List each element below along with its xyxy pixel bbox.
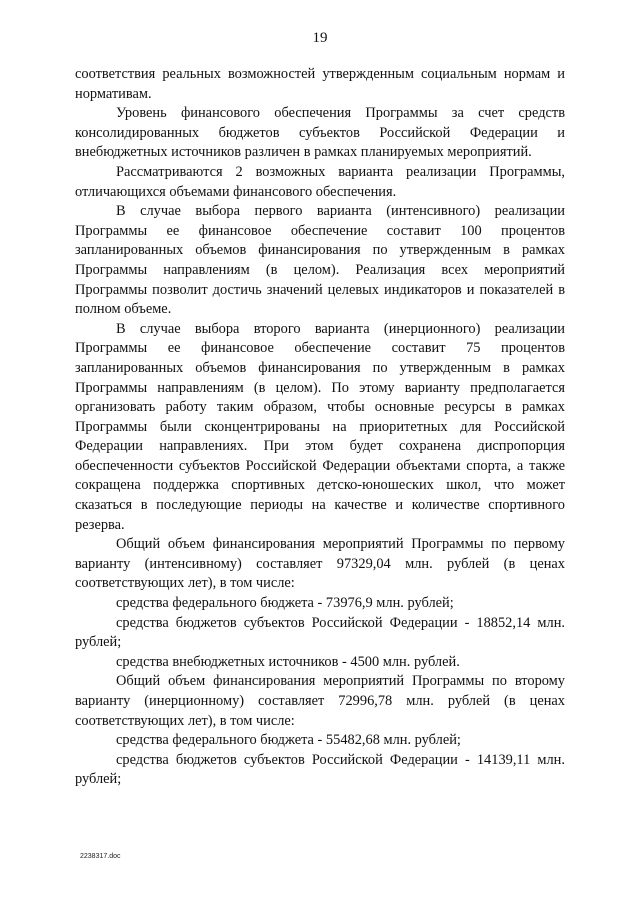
paragraph-1: соответствия реальных возможностей утвержденным социальным нормам и нормативам. <box>75 66 565 102</box>
page-number: 19 <box>312 30 328 46</box>
paragraph-11: средства федерального бюджета - 55482,68 млн. рублей; <box>116 732 461 749</box>
paragraph-10: Общий объем финансирования мероприятий Программы по второму варианту (инерционному) составляет 72996,78 млн. рублей (в ценах соответствующих лет), в том числе: <box>75 673 565 729</box>
footer-filename: 2238317.doc <box>80 853 121 860</box>
paragraph-12: средства бюджетов субъектов Российской Федерации - 14139,11 млн. рублей; <box>75 751 565 788</box>
paragraph-8: средства бюджетов субъектов Российской Федерации - 18852,14 млн. рублей; <box>75 614 565 651</box>
document-body <box>75 65 565 790</box>
paragraph-5: В случае выбора второго варианта (инерционного) реализации Программы ее финансовое обеспечение составит 75 процентов запланированных объемов финансирования по утвержденным в рамках Программы направлениям (в целом). По этому варианту предполагается организовать работу таким образом, чтобы основные ресурсы в рамках Программы были сконцентрированы на приоритетных для Российской Федерации направлениях. При этом будет сохранена диспропорция обеспеченности субъектов Российской Федерации объектами спорта, а также сокращена поддержка спортивных детско-юношеских школ, что может сказаться в последующие периоды на качестве и количестве спортивного резерва. <box>75 320 565 533</box>
paragraph-2: Уровень финансового обеспечения Программы за счет средств консолидированных бюджетов субъектов Российской Федерации и внебюджетных источников различен в рамках планируемых мероприятий. <box>75 105 565 161</box>
paragraph-4: В случае выбора первого варианта (интенсивного) реализации Программы ее финансовое обеспечение составит 100 процентов запланированных объемов финансирования по утвержденным в рамках Программы направлениям (в целом). Реализация всех мероприятий Программы позволит достичь значений целевых индикаторов и показателей в полном объеме. <box>75 203 565 318</box>
paragraph-7: средства федерального бюджета - 73976,9 млн. рублей; <box>116 595 454 612</box>
paragraph-3: Рассматриваются 2 возможных варианта реализации Программы, отличающихся объемами финансового обеспечения. <box>75 163 565 200</box>
paragraph-9: средства внебюджетных источников - 4500 млн. рублей. <box>116 653 460 670</box>
paragraph-6: Общий объем финансирования мероприятий Программы по первому варианту (интенсивному) составляет 97329,04 млн. рублей (в ценах соответствующих лет), в том числе: <box>75 536 565 592</box>
